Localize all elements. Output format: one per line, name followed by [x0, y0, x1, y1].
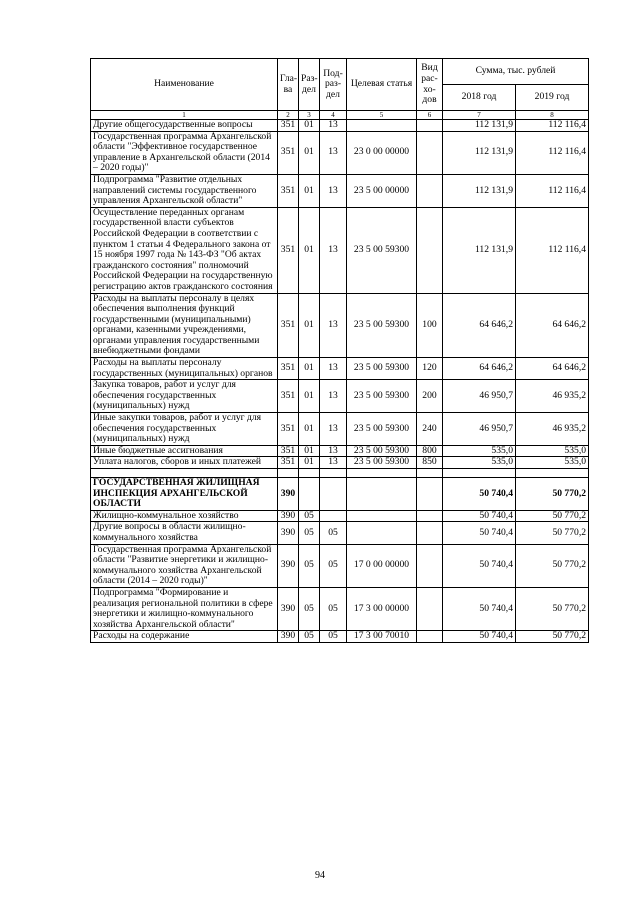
- row-target: 23 5 00 59300: [347, 293, 417, 358]
- row-glava: 351: [278, 445, 299, 457]
- row-razdel: 01: [299, 457, 320, 469]
- row-podrazdel: 05: [320, 631, 347, 643]
- row-vid: 800: [417, 445, 443, 457]
- table-row: [91, 631, 589, 643]
- row-name: Закупка товаров, работ и услуг для обеспечения государственных (муниципальных) нужд: [91, 380, 278, 413]
- col-index: 5: [347, 111, 417, 120]
- table-row: [91, 457, 589, 469]
- header-target: Целевая статья: [347, 59, 417, 111]
- col-index: 7: [443, 111, 516, 120]
- row-podrazdel: 13: [320, 120, 347, 132]
- row-podrazdel: 13: [320, 207, 347, 293]
- table-row: [91, 445, 589, 457]
- header-podrazdel: Под-раз-дел: [320, 59, 347, 111]
- row-sum-2019: 112 116,4: [516, 174, 589, 207]
- row-sum-2018: 50 740,4: [443, 587, 516, 630]
- row-vid: [417, 587, 443, 630]
- empty-cell: [320, 469, 347, 478]
- row-sum-2018: 535,0: [443, 445, 516, 457]
- table-row: [91, 207, 589, 293]
- row-sum-2018: 50 740,4: [443, 510, 516, 522]
- row-razdel: 01: [299, 174, 320, 207]
- row-sum-2019: 50 770,2: [516, 587, 589, 630]
- row-razdel: 05: [299, 587, 320, 630]
- table-row: [91, 131, 589, 174]
- col-index: 4: [320, 111, 347, 120]
- table-row: [91, 413, 589, 446]
- row-vid: [417, 478, 443, 511]
- row-name: Жилищно-коммунальное хозяйство: [91, 510, 278, 522]
- row-vid: 240: [417, 413, 443, 446]
- row-podrazdel: 13: [320, 358, 347, 380]
- row-sum-2019: 50 770,2: [516, 478, 589, 511]
- table-row: [91, 544, 589, 587]
- row-glava: 351: [278, 174, 299, 207]
- row-sum-2019: 46 935,2: [516, 413, 589, 446]
- row-sum-2019: 535,0: [516, 457, 589, 469]
- row-target: 17 0 00 00000: [347, 544, 417, 587]
- row-glava: 351: [278, 358, 299, 380]
- row-razdel: 01: [299, 293, 320, 358]
- table-row: [91, 587, 589, 630]
- row-sum-2018: 112 131,9: [443, 174, 516, 207]
- row-sum-2018: 50 740,4: [443, 478, 516, 511]
- row-vid: 100: [417, 293, 443, 358]
- row-vid: [417, 522, 443, 544]
- row-name: Государственная программа Архангельской области "Эффективное государственное управление в Архангельской области (2014 – 2020 годы)": [91, 131, 278, 174]
- header-2018: 2018 год: [443, 85, 516, 111]
- row-razdel: 01: [299, 131, 320, 174]
- row-glava: 351: [278, 293, 299, 358]
- row-name: Другие вопросы в области жилищно-коммунального хозяйства: [91, 522, 278, 544]
- row-razdel: 01: [299, 445, 320, 457]
- row-sum-2019: 112 116,4: [516, 120, 589, 132]
- row-podrazdel: 05: [320, 522, 347, 544]
- row-target: [347, 120, 417, 132]
- page-number: 94: [315, 870, 325, 881]
- row-name: Государственная программа Архангельской области "Развитие энергетики и жилищно-коммунального хозяйства Архангельской области (2014 – 2020 годы)": [91, 544, 278, 587]
- table-row: [91, 478, 589, 511]
- row-podrazdel: 13: [320, 380, 347, 413]
- row-vid: [417, 544, 443, 587]
- row-razdel: 01: [299, 413, 320, 446]
- row-podrazdel: 05: [320, 587, 347, 630]
- row-sum-2018: 112 131,9: [443, 131, 516, 174]
- row-sum-2019: 535,0: [516, 445, 589, 457]
- row-vid: [417, 174, 443, 207]
- row-vid: 200: [417, 380, 443, 413]
- row-name: ГОСУДАРСТВЕННАЯ ЖИЛИЩНАЯ ИНСПЕКЦИЯ АРХАНГЕЛЬСКОЙ ОБЛАСТИ: [91, 478, 278, 511]
- row-sum-2019: 112 116,4: [516, 131, 589, 174]
- row-sum-2019: 50 770,2: [516, 544, 589, 587]
- row-target: 23 5 00 59300: [347, 413, 417, 446]
- row-glava: 351: [278, 380, 299, 413]
- row-vid: 850: [417, 457, 443, 469]
- row-name: Другие общегосударственные вопросы: [91, 120, 278, 132]
- row-target: 23 0 00 00000: [347, 131, 417, 174]
- table-row: [91, 358, 589, 380]
- row-glava: 351: [278, 120, 299, 132]
- row-name: Расходы на выплаты персоналу государственных (муниципальных) органов: [91, 358, 278, 380]
- row-target: [347, 510, 417, 522]
- row-podrazdel: 13: [320, 131, 347, 174]
- table-row: [91, 174, 589, 207]
- row-vid: [417, 207, 443, 293]
- col-index: 8: [516, 111, 589, 120]
- col-index: 6: [417, 111, 443, 120]
- row-name: Иные закупки товаров, работ и услуг для обеспечения государственных (муниципальных) нужд: [91, 413, 278, 446]
- row-vid: [417, 131, 443, 174]
- row-target: 23 5 00 59300: [347, 358, 417, 380]
- row-sum-2018: 50 740,4: [443, 522, 516, 544]
- row-glava: 351: [278, 413, 299, 446]
- row-glava: 390: [278, 478, 299, 511]
- row-sum-2018: 112 131,9: [443, 120, 516, 132]
- row-sum-2019: 50 770,2: [516, 522, 589, 544]
- row-name: Уплата налогов, сборов и иных платежей: [91, 457, 278, 469]
- header-razdel: Раз-дел: [299, 59, 320, 111]
- header-sum: Сумма, тыс. рублей: [443, 59, 589, 85]
- row-glava: 390: [278, 510, 299, 522]
- row-razdel: 05: [299, 544, 320, 587]
- row-razdel: 01: [299, 120, 320, 132]
- row-sum-2019: 64 646,2: [516, 293, 589, 358]
- row-razdel: [299, 478, 320, 511]
- row-sum-2019: 50 770,2: [516, 631, 589, 643]
- row-sum-2019: 46 935,2: [516, 380, 589, 413]
- row-sum-2019: 64 646,2: [516, 358, 589, 380]
- row-razdel: 05: [299, 510, 320, 522]
- col-index: 2: [278, 111, 299, 120]
- row-sum-2018: 50 740,4: [443, 631, 516, 643]
- row-razdel: 05: [299, 631, 320, 643]
- row-podrazdel: 13: [320, 413, 347, 446]
- row-name: Осуществление переданных органам государственной власти субъектов Российской Федерации в соответствии с пунктом 1 статьи 4 Федерального закона от 15 ноября 1997 года № 143-ФЗ "Об актах гражданского состояния" полномочий Российской Федерации на государственную регистрацию актов гражданского состояния: [91, 207, 278, 293]
- row-podrazdel: 13: [320, 293, 347, 358]
- row-sum-2018: 64 646,2: [443, 293, 516, 358]
- header-2019: 2019 год: [516, 85, 589, 111]
- row-sum-2018: 64 646,2: [443, 358, 516, 380]
- row-sum-2018: 46 950,7: [443, 380, 516, 413]
- row-target: 17 3 00 00000: [347, 587, 417, 630]
- empty-cell: [417, 469, 443, 478]
- row-glava: 351: [278, 207, 299, 293]
- row-target: 23 5 00 59300: [347, 380, 417, 413]
- row-name: Подпрограмма "Формирование и реализация региональной политики в сфере энергетики и жилищно-коммунального хозяйства Архангельской области": [91, 587, 278, 630]
- row-glava: 390: [278, 631, 299, 643]
- row-target: 23 5 00 00000: [347, 174, 417, 207]
- row-glava: 390: [278, 544, 299, 587]
- row-vid: [417, 510, 443, 522]
- header-glava: Гла-ва: [278, 59, 299, 111]
- row-podrazdel: [320, 510, 347, 522]
- row-target: 23 5 00 59300: [347, 457, 417, 469]
- header-name: Наименование: [91, 59, 278, 111]
- row-razdel: 01: [299, 358, 320, 380]
- table-row: [91, 510, 589, 522]
- empty-cell: [443, 469, 516, 478]
- row-podrazdel: 13: [320, 445, 347, 457]
- row-glava: 390: [278, 522, 299, 544]
- row-podrazdel: 13: [320, 174, 347, 207]
- row-target: [347, 522, 417, 544]
- table-body: [91, 120, 589, 643]
- row-name: Расходы на выплаты персоналу в целях обеспечения выполнения функций государственными (муниципальными) органами, казенными учреждениями, органами управления государственными внебюджетными фондами: [91, 293, 278, 358]
- row-vid: 120: [417, 358, 443, 380]
- row-glava: 351: [278, 131, 299, 174]
- header-vid: Вид рас-хо-дов: [417, 59, 443, 111]
- row-sum-2019: 50 770,2: [516, 510, 589, 522]
- col-index: 3: [299, 111, 320, 120]
- row-podrazdel: 13: [320, 457, 347, 469]
- row-sum-2018: 535,0: [443, 457, 516, 469]
- table-row: [91, 522, 589, 544]
- row-glava: 390: [278, 587, 299, 630]
- row-vid: [417, 120, 443, 132]
- col-index: 1: [91, 111, 278, 120]
- row-razdel: 05: [299, 522, 320, 544]
- row-sum-2018: 112 131,9: [443, 207, 516, 293]
- table-row: [91, 380, 589, 413]
- row-vid: [417, 631, 443, 643]
- row-razdel: 01: [299, 380, 320, 413]
- empty-cell: [299, 469, 320, 478]
- row-sum-2018: 50 740,4: [443, 544, 516, 587]
- row-razdel: 01: [299, 207, 320, 293]
- empty-cell: [347, 469, 417, 478]
- table-row: [91, 293, 589, 358]
- row-target: [347, 478, 417, 511]
- row-name: Иные бюджетные ассигнования: [91, 445, 278, 457]
- budget-document: [90, 58, 588, 643]
- row-sum-2018: 46 950,7: [443, 413, 516, 446]
- row-podrazdel: [320, 478, 347, 511]
- row-target: 23 5 00 59300: [347, 445, 417, 457]
- row-name: Подпрограмма "Развитие отдельных направлений системы государственного управления Архангельской области": [91, 174, 278, 207]
- budget-table: [90, 58, 589, 643]
- row-sum-2019: 112 116,4: [516, 207, 589, 293]
- row-target: 23 5 00 59300: [347, 207, 417, 293]
- row-glava: 351: [278, 457, 299, 469]
- empty-cell: [278, 469, 299, 478]
- row-name: Расходы на содержание: [91, 631, 278, 643]
- row-target: 17 3 00 70010: [347, 631, 417, 643]
- table-row: [91, 120, 589, 132]
- row-podrazdel: 05: [320, 544, 347, 587]
- empty-cell: [516, 469, 589, 478]
